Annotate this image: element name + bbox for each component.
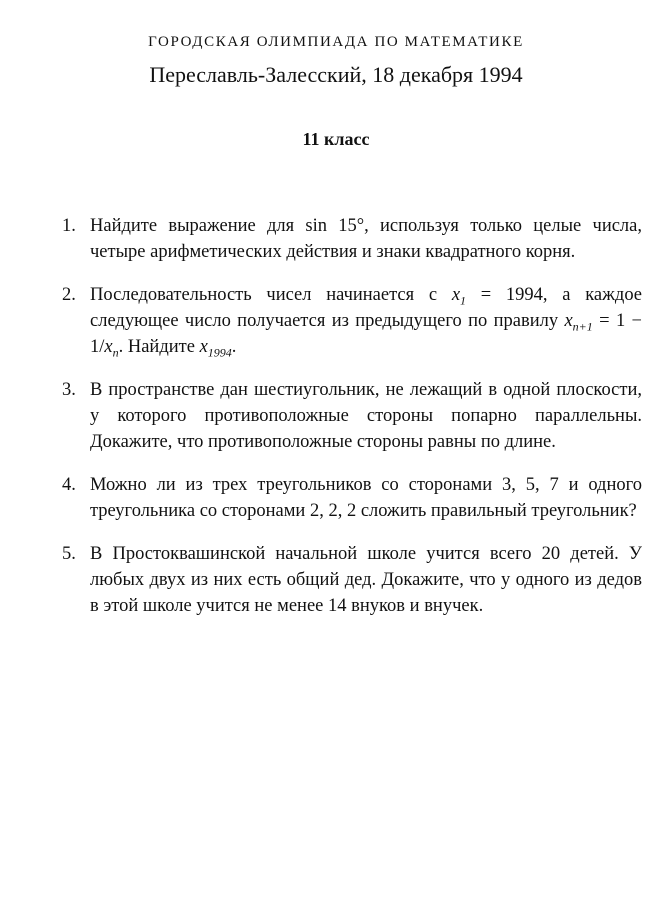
- problem-item: [62, 213, 642, 265]
- problem-item: [62, 472, 642, 524]
- problem-text: Последовательность чисел начинается с $x_1 = 1994$, а каждое следующее число получается из предыдущего по правилу $x_{n+1} = 1 - 1/x_n$. Найдите $x_{1994}$.: [90, 285, 642, 360]
- math-subscript: 1994: [207, 345, 232, 360]
- math-subscript: n+1: [572, 319, 593, 334]
- grade-heading: 11 класс: [302, 129, 370, 149]
- math-variable: $x_{1994}$: [199, 337, 232, 360]
- math-variable: $x_1$: [451, 285, 467, 308]
- problem-number: 3.: [62, 380, 76, 400]
- problem-number: 1.: [62, 216, 76, 236]
- problem-item: [62, 377, 642, 455]
- math-subscript: n: [112, 345, 119, 360]
- math-subscript: 1: [460, 293, 467, 308]
- olympiad-title: ГОРОДСКАЯ ОЛИМПИАДА ПО МАТЕМАТИКЕ: [148, 34, 524, 50]
- math-variable: $x_{n+1}$: [564, 311, 593, 334]
- math-variable: $x_n$: [104, 337, 119, 360]
- problem-text: Можно ли из трех треугольников со сторонами 3, 5, 7 и одного треугольника со сторонами 2, 2, 2 сложить правильный треугольник?: [90, 475, 642, 521]
- problem-text: Найдите выражение для sin 15°, используя только целые числа, четыре арифметических действия и знаки квадратного корня.: [90, 216, 642, 262]
- problem-item: [62, 541, 642, 619]
- problem-item: [62, 282, 642, 360]
- problem-number: 5.: [62, 544, 76, 564]
- problem-text: В Простоквашинской начальной школе учится всего 20 детей. У любых двух из них есть общий дед. Докажите, что у одного из дедов в этой школе учится не менее 14 внуков и внучек.: [90, 544, 642, 616]
- problem-number: 2.: [62, 285, 76, 305]
- problem-text: В пространстве дан шестиугольник, не лежащий в одной плоскости, у которого противоположные стороны попарно параллельны. Докажите, что противоположные стороны равны по длине.: [90, 380, 642, 452]
- problem-list: [62, 213, 642, 636]
- problem-number: 4.: [62, 475, 76, 495]
- place-and-date: Переславль-Залесский, 18 декабря 1994: [149, 62, 523, 87]
